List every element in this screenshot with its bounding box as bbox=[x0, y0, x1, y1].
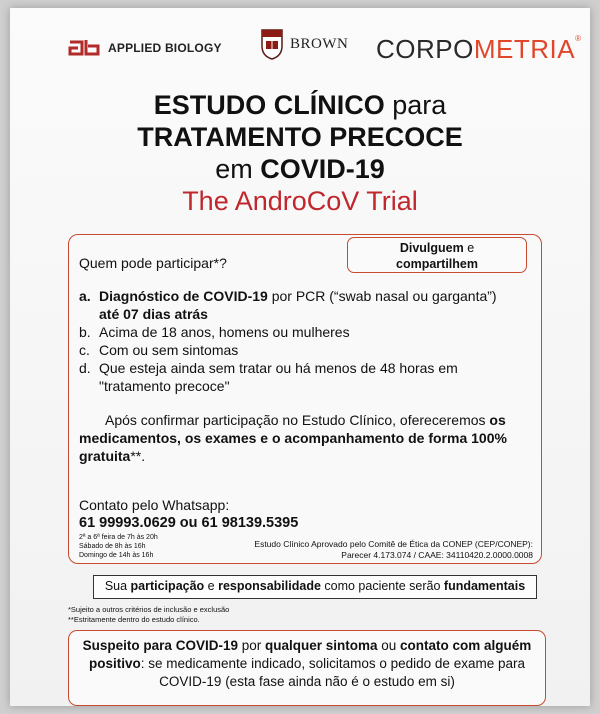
applied-biology-logo bbox=[68, 38, 222, 58]
suspect-text-3: : se medicamente indicado, solicitamos o pedido de exame para COVID-19 (esta fase ainda não é o estudo em si) bbox=[140, 656, 525, 689]
brown-text: BROWN bbox=[290, 35, 349, 52]
offer-text: Após confirmar participação no Estudo Clínico, ofereceremos bbox=[105, 412, 490, 428]
contact-hours bbox=[79, 533, 158, 560]
participation-text-3: como paciente serão bbox=[320, 579, 444, 593]
footnotes bbox=[68, 605, 229, 625]
participation-bold-1: participação bbox=[130, 579, 205, 593]
logo-row bbox=[10, 26, 590, 66]
corpometria-logo bbox=[376, 34, 581, 65]
offer-paragraph bbox=[79, 411, 529, 465]
criteria-a-bold-2: até 07 dias atrás bbox=[99, 306, 208, 322]
title-line-3-light: em bbox=[215, 154, 261, 184]
hours-saturday: Sábado de 8h às 16h bbox=[79, 543, 146, 550]
hours-sunday: Domingo de 14h às 16h bbox=[79, 552, 154, 559]
offer-bold: os medicamentos, os exames e o acompanhamento de forma 100% gratuita bbox=[79, 412, 507, 464]
list-item bbox=[79, 323, 519, 341]
footnote-1: *Sujeito a outros critérios de inclusão e exclusão bbox=[68, 605, 230, 614]
suspect-text-1: por bbox=[237, 638, 265, 653]
footnote-2: **Estritamente dentro do estudo clínico. bbox=[68, 615, 200, 624]
suspect-bold-2: qualquer sintoma bbox=[264, 638, 378, 653]
share-rest: e bbox=[463, 241, 475, 255]
share-callout bbox=[347, 237, 527, 273]
title-line-3 bbox=[10, 154, 590, 185]
participation-bold-3: fundamentais bbox=[443, 579, 526, 593]
eligibility-question: Quem pode participar*? bbox=[79, 255, 227, 271]
suspect-text-2: ou bbox=[377, 638, 401, 653]
list-item-text bbox=[99, 287, 519, 323]
contact-phones[interactable]: 61 99993.0629 ou 61 98139.5395 bbox=[79, 515, 299, 531]
list-item bbox=[79, 287, 519, 323]
title-line-1-light: para bbox=[384, 90, 447, 120]
list-item bbox=[79, 341, 519, 359]
registered-mark: ® bbox=[575, 34, 582, 43]
trial-name: The AndroCoV Trial bbox=[182, 186, 418, 216]
suspect-bold-3: contato com alguém positivo bbox=[89, 638, 532, 671]
share-line-2: compartilhem bbox=[396, 257, 478, 271]
participation-banner bbox=[93, 575, 537, 599]
title-line-2: TRATAMENTO PRECOCE bbox=[137, 122, 463, 152]
flyer-sheet bbox=[10, 8, 590, 706]
list-item bbox=[79, 359, 519, 395]
brown-logo bbox=[260, 28, 348, 60]
brown-shield-icon bbox=[260, 28, 284, 60]
list-item-text: Com ou sem sintomas bbox=[99, 342, 239, 358]
ethics-approval bbox=[219, 539, 533, 561]
applied-biology-text: APPLIED BIOLOGY bbox=[108, 41, 222, 55]
suspect-bold-1: Suspeito para COVID-19 bbox=[82, 638, 238, 653]
eligibility-box bbox=[68, 234, 542, 564]
title-line-1 bbox=[10, 90, 590, 121]
corpometria-part2: METRIA bbox=[473, 34, 576, 64]
approval-line-2: Parecer 4.173.074 / CAAE: 34110420.2.0000.0008 bbox=[341, 550, 533, 560]
list-item-label: b. bbox=[79, 324, 91, 340]
list-item-label: a. bbox=[79, 288, 91, 304]
participation-bold-2: responsabilidade bbox=[218, 579, 321, 593]
applied-biology-mark-icon bbox=[68, 38, 102, 58]
list-item-label: d. bbox=[79, 360, 91, 376]
criteria-a-bold-1: Diagnóstico de COVID-19 bbox=[99, 288, 268, 304]
suspect-notice-box bbox=[68, 630, 546, 706]
title-line-3-bold: COVID-19 bbox=[260, 154, 385, 184]
criteria-a-text: por PCR (“swab nasal ou garganta”) bbox=[267, 288, 497, 304]
title-line-1-bold: ESTUDO CLÍNICO bbox=[153, 90, 385, 120]
list-item-label: c. bbox=[79, 342, 90, 358]
list-item-text: Que esteja ainda sem tratar ou há menos de 48 horas em "tratamento precoce" bbox=[99, 360, 458, 394]
list-item-text: Acima de 18 anos, homens ou mulheres bbox=[99, 324, 350, 340]
contact-label: Contato pelo Whatsapp: bbox=[79, 497, 230, 513]
share-bold: Divulguem bbox=[399, 241, 464, 255]
approval-line-1: Estudo Clínico Aprovado pelo Comitê de Ética da CONEP (CEP/CONEP): bbox=[254, 539, 533, 549]
criteria-list bbox=[79, 287, 519, 395]
offer-tail: **. bbox=[130, 448, 146, 464]
hours-weekdays: 2ª a 6ª feira de 7h às 20h bbox=[79, 534, 158, 541]
participation-text-1: Sua bbox=[104, 579, 131, 593]
corpometria-part1: CORPO bbox=[376, 34, 474, 64]
participation-text-2: e bbox=[204, 579, 219, 593]
